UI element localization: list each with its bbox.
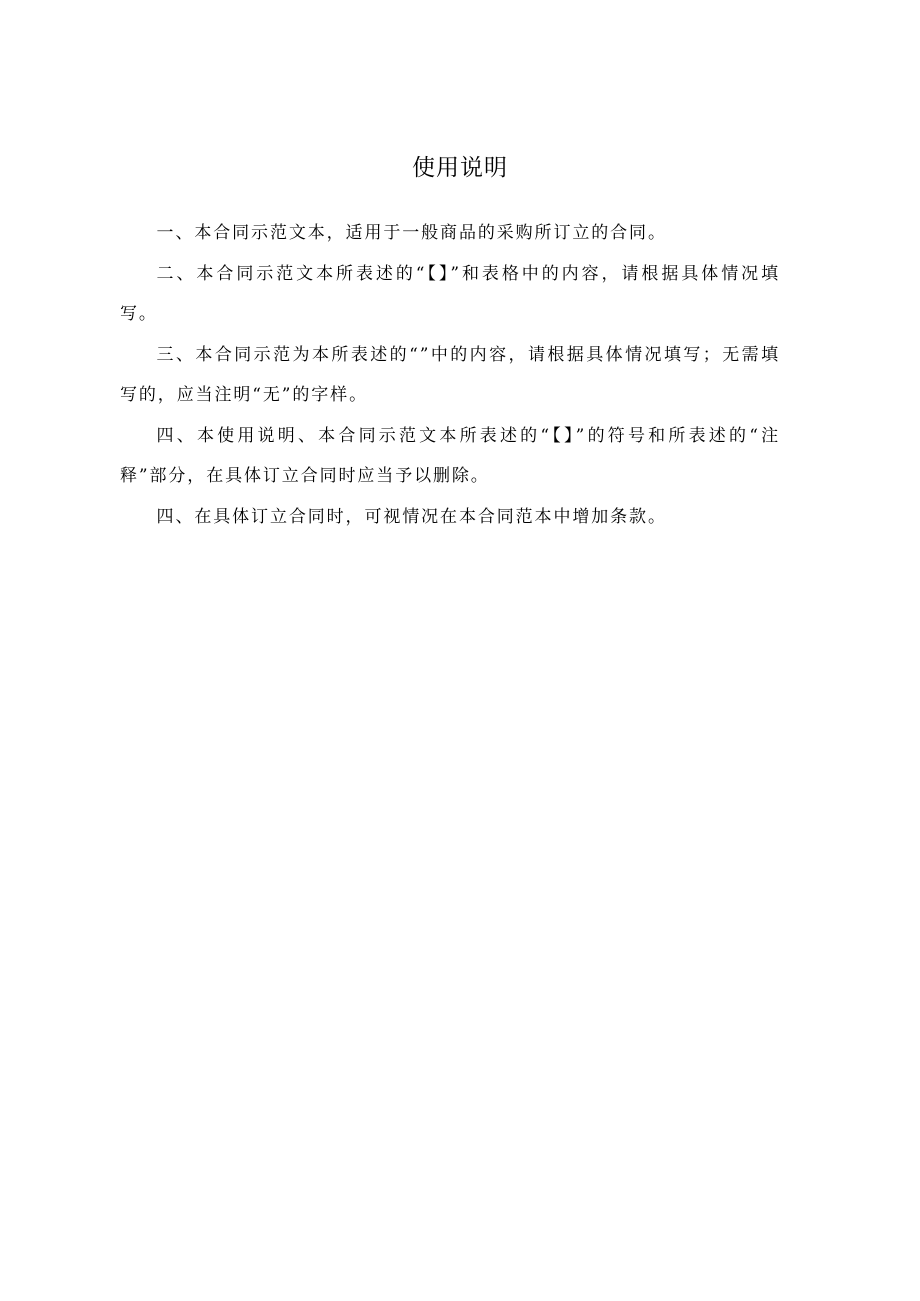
instruction-paragraph-4: 四、本使用说明、本合同示范文本所表述的“【】”的符号和所表述的“注释”部分，在具体订立合同时应当予以删除。 [120,425,780,486]
instruction-paragraph-1: 一、本合同示范文本，适用于一般商品的采购所订立的合同。 [156,223,667,243]
instruction-paragraph-2: 二、本合同示范文本所表述的“【】”和表格中的内容，请根据具体情况填写。 [120,263,780,324]
page-title: 使用说明 [412,155,508,181]
instructions-body [120,213,780,537]
instruction-paragraph-3: 三、本合同示范为本所表述的“”中的内容，请根据具体情况填写；无需填写的，应当注明“无”的字样。 [120,344,780,405]
instruction-paragraph-5: 四、在具体订立合同时，可视情况在本合同范本中增加条款。 [156,506,667,527]
